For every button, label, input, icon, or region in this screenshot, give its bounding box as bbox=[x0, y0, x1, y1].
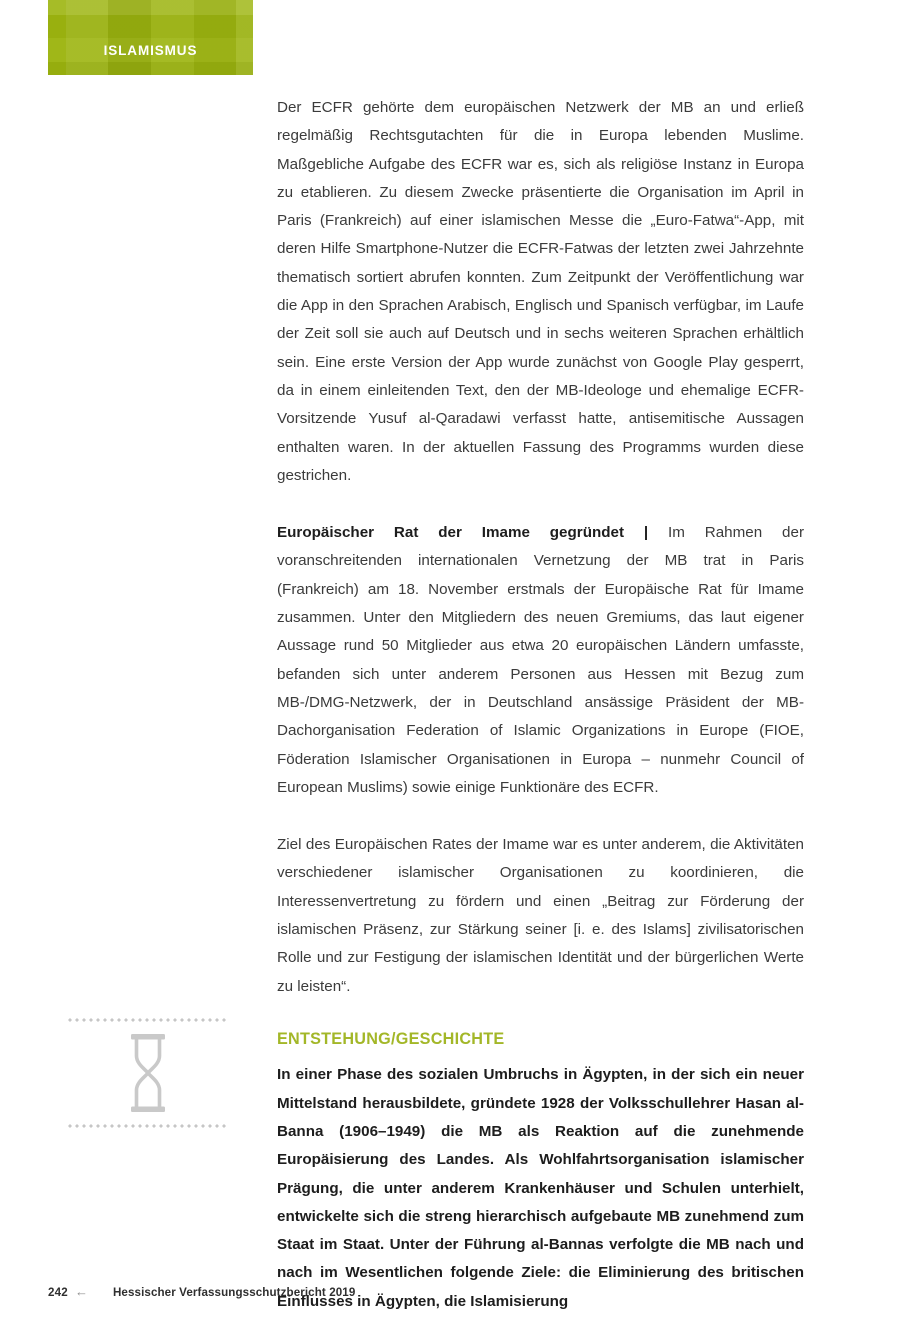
main-text-column bbox=[277, 94, 804, 1316]
section-tag-mosaic-background bbox=[48, 0, 253, 75]
section-tag-label: ISLAMISMUS bbox=[103, 43, 198, 58]
paragraph-council-goals: Ziel des Europäischen Rates der Imame war es unter anderem, die Aktivitäten verschiedener islamischer Organisationen zu koordinieren, die Interessenvertretung zu fördern und einen „Beitrag zur Förderung der islamischen Präsenz, zur Stärkung seiner [i. e. des Islams] zivilisatorischen Rolle und zur Festigung der islamischen Identität und der bürgerlichen Werte zu leisten“. bbox=[277, 836, 804, 995]
section-heading-entstehung-geschichte: ENTSTEHUNG/GESCHICHTE bbox=[277, 1029, 505, 1048]
section-tag-banner bbox=[48, 0, 253, 75]
paragraph-origins-history: In einer Phase des sozialen Umbruchs in Ägypten, in der sich ein neuer Mittelstand herausbildete, gründete 1928 der Volksschullehrer Hasan al-Banna (1906–1949) die MB als Reaktion auf die zunehmende Europäisierung des Landes. Als Wohlfahrtsorganisation islamischer Prägung, die unter anderem Krankenhäuser und Schulen unterhielt, entwickelte sich die streng hierarchisch aufgebaute MB zunehmend zum Staat im Staat. Unter der Führung al-Bannas verfolgte die MB nach und nach im Wesentlichen folgende Ziele: die Eliminierung des britischen Einflusses in Ägypten, die Islamisierung bbox=[277, 1066, 804, 1310]
arrow-left-icon: ← bbox=[74, 1284, 88, 1299]
paragraph-lead-in-continuation: Im Rahmen der voranschreitenden internationalen Vernetzung der MB trat in Paris (Frankreich) am 18. November erstmals der Europäische Rat für Imame zusammen. Unter den Mitgliedern des neuen Gremiums, das laut eigener Aussage rund 50 Mitglieder aus etwa 20 europäischen Ländern umfasste, befanden sich unter anderem Personen aus Hessen mit Bezug zum MB-/DMG-Netzwerk, der in Deutschland ansässige Präsident der MB-Dachorganisation Federation of Islamic Organizations in Europe (FIOE, Föderation Islamischer Organisationen in Europa – nunmehr Council of European Muslims) sowie einige Funktionäre des ECFR. bbox=[277, 524, 804, 796]
hourglass-icon-container bbox=[68, 1022, 228, 1124]
hourglass-icon bbox=[126, 1032, 170, 1114]
footer-page-number: 242 bbox=[48, 1286, 68, 1299]
paragraph-lead-in: Europäischer Rat der Imame gegründet | bbox=[277, 524, 649, 542]
paragraph-ecfr-euro-fatwa: Der ECFR gehörte dem europäischen Netzwerk der MB an und erließ regelmäßig Rechtsgutachten für die in Europa lebenden Muslime. Maßgebliche Aufgabe des ECFR war es, sich als religiöse Instanz in Europa zu etablieren. Zu diesem Zwecke präsentierte die Organisation im April in Paris (Frankreich) auf einer islamischen Messe die „Euro-Fatwa“-App, mit deren Hilfe Smartphone-Nutzer die ECFR-Fatwas der letzten zwei Jahrzehnte thematisch sortiert abrufen konnten. Zum Zeitpunkt der Veröffentlichung war die App in den Sprachen Arabisch, Englisch und Spanisch verfügbar, im Laufe der Zeit soll sie auch auf Deutsch und in sechs weiteren Sprachen erhältlich sein. Eine erste Version der App wurde zunächst von Google Play gesperrt, da in einem einleitenden Text, den der MB-Ideologe und ehemalige ECFR-Vorsitzende Yusuf al-Qaradawi verfasst hatte, antisemitische Aussagen enthalten waren. In der aktuellen Fassung des Programms wurden diese gestrichen. bbox=[277, 99, 804, 484]
margin-marker bbox=[68, 1018, 228, 1128]
page-footer bbox=[48, 1285, 355, 1299]
paragraph-european-council-of-imams bbox=[277, 519, 804, 802]
footer-document-title: Hessischer Verfassungsschutzbericht 2019 bbox=[112, 1286, 356, 1299]
dotted-rule-bottom bbox=[68, 1124, 228, 1128]
